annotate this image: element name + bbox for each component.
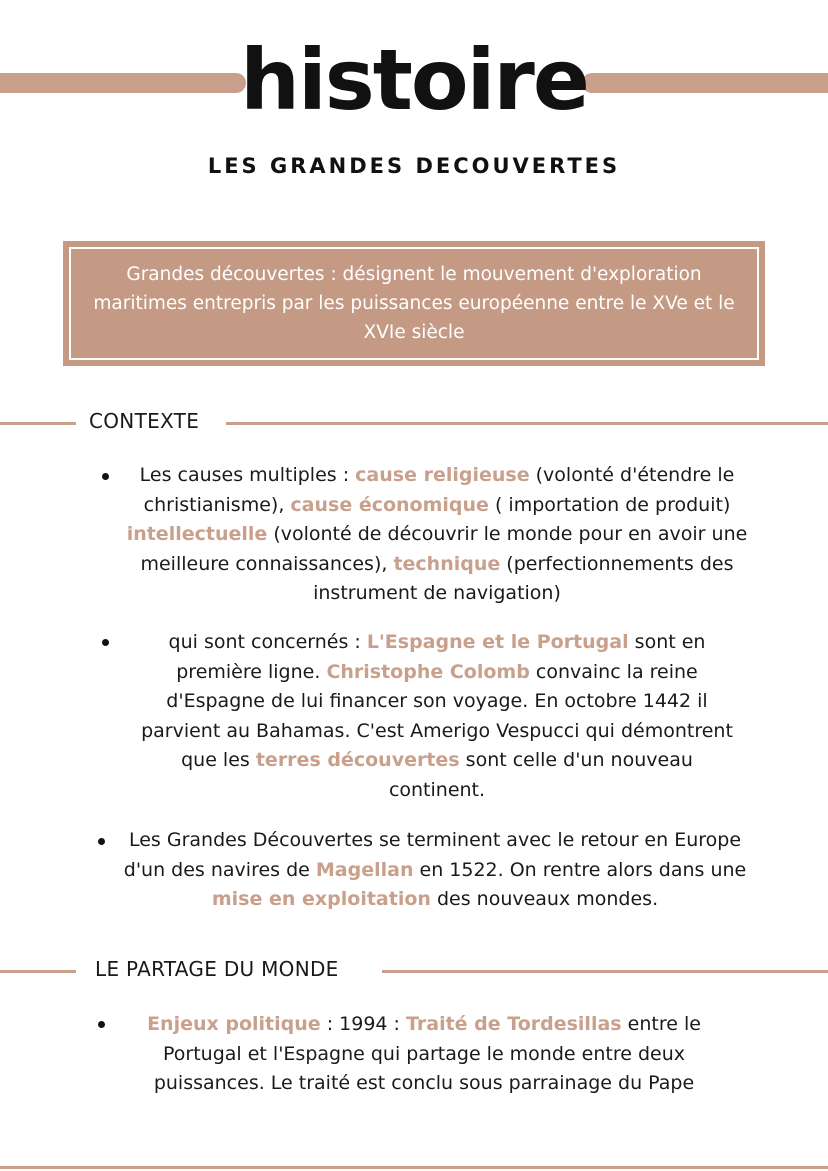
partage-divider-right (382, 970, 828, 973)
highlight: cause économique (290, 493, 489, 516)
highlight: intellectuelle (126, 523, 268, 545)
text: qui sont concernés : (168, 631, 367, 653)
partage-divider-left (0, 970, 76, 973)
contexte-bullet-fin (110, 826, 760, 915)
contexte-bullet-concernes (140, 628, 734, 805)
definition-text: Grandes découvertes : désignent le mouvement d'exploration maritimes entrepris par les puissances européenne entre le XVe et le XVIe siècle (69, 247, 759, 360)
contexte-divider-left (0, 422, 76, 425)
text: (perfectionnements des instrument de navigation) (313, 552, 734, 604)
highlight: Christophe Colomb (326, 660, 530, 683)
text: (volonté d'étendre le christianisme), (143, 464, 735, 516)
footer-divider (0, 1166, 828, 1169)
contexte-bullet-causes (114, 461, 760, 609)
highlight: L'Espagne et le Portugal (366, 631, 629, 653)
highlight: terres découvertes (255, 749, 460, 771)
page-subtitle: LES GRANDES DECOUVERTES (207, 154, 621, 178)
bullet-dot (102, 473, 109, 480)
bullet-dot (98, 838, 105, 845)
bullet-dot (98, 1021, 105, 1028)
highlight: technique (393, 552, 501, 575)
text: Les Grandes Découvertes se terminent avec le retour en Europe d'un des navires de (123, 829, 742, 881)
highlight: Magellan (315, 858, 414, 881)
highlight: mise en exploitation (211, 888, 431, 910)
text: convainc la reine d'Espagne de lui financer son voyage. En octobre 1442 il parvient au Bahamas. C'est Amerigo Vespucci qui démontrent que les (141, 660, 733, 771)
text: des nouveaux mondes. (430, 888, 659, 910)
text: (volonté de découvrir le monde pour en avoir une meilleure connaissances), (140, 523, 748, 575)
highlight: cause religieuse (355, 464, 530, 486)
definition-box (63, 241, 765, 366)
highlight: Enjeux politique (147, 1013, 321, 1035)
bullet-dot (102, 639, 109, 646)
page-title: histoire (240, 31, 588, 129)
text: ( importation de produit) (488, 493, 731, 516)
text: Les causes multiples : (139, 464, 356, 486)
text: sont celle d'un nouveau continent. (388, 749, 693, 801)
text: entre le Portugal et l'Espagne qui partage le monde entre deux puissances. Le traité est conclu sous parrainage du Pape (153, 1013, 701, 1094)
contexte-heading: CONTEXTE (89, 409, 200, 433)
text: en 1522. On rentre alors dans une (413, 858, 747, 881)
text: sont en première ligne. (176, 631, 706, 683)
partage-heading: LE PARTAGE DU MONDE (95, 957, 339, 981)
contexte-divider-right (226, 422, 828, 425)
text: : 1994 : (320, 1013, 406, 1035)
highlight: Traité de Tordesillas (406, 1013, 622, 1035)
partage-bullet-enjeux (116, 1010, 732, 1099)
